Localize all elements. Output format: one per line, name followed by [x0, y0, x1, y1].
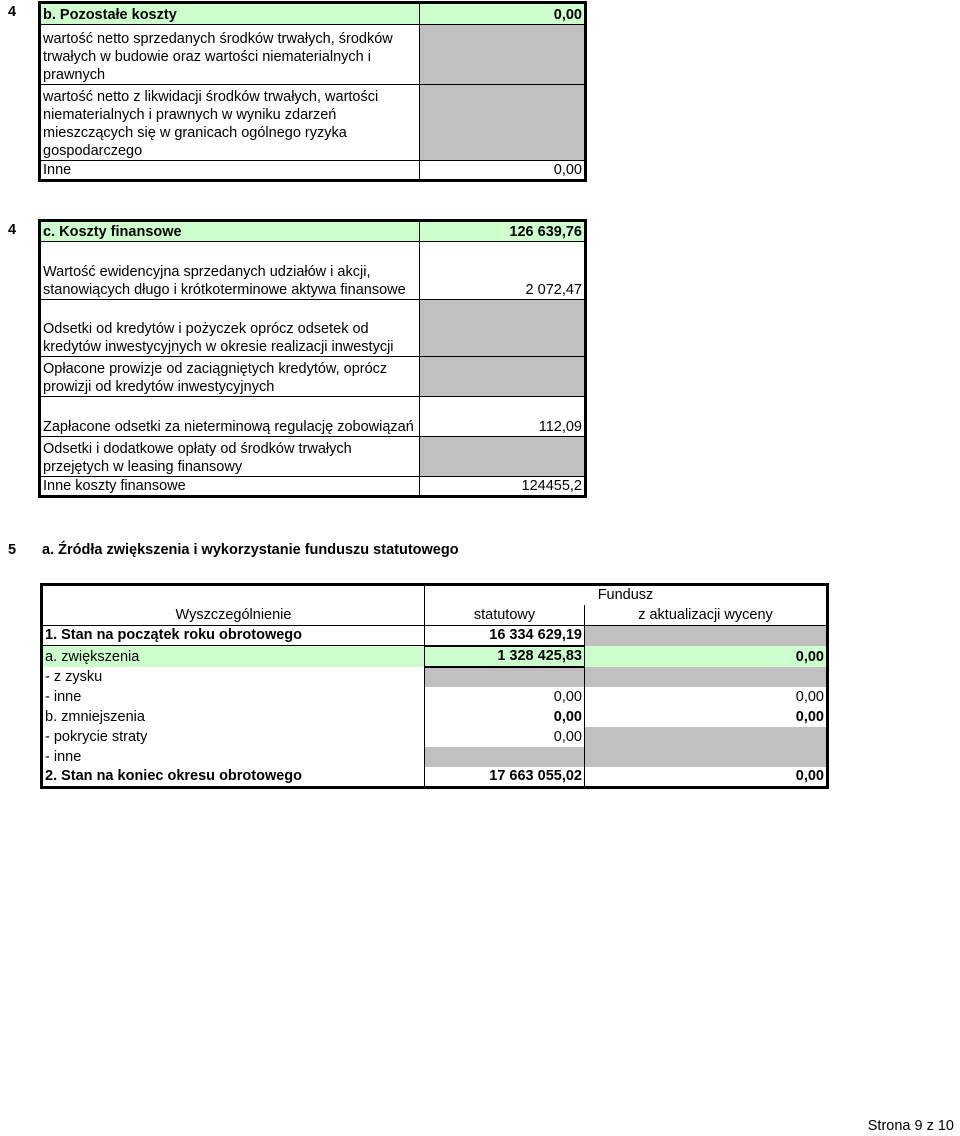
other-costs-title: b. Pozostałe koszty	[40, 3, 420, 25]
financial-costs-row-value: 124455,2	[420, 477, 586, 497]
statutory-fund-title: a. Źródła zwiększenia i wykorzystanie funduszu statutowego	[42, 542, 459, 558]
fund-row-revaluation	[585, 667, 828, 687]
financial-costs-title: c. Koszty finansowe	[40, 221, 420, 242]
fund-row-label: - pokrycie straty	[42, 727, 425, 747]
page-number: Strona 9 z 10	[867, 1118, 954, 1134]
statutory-column-header: statutowy	[425, 605, 585, 625]
other-costs-total: 0,00	[420, 3, 586, 25]
fund-row-statutory: 16 334 629,19	[425, 625, 585, 646]
financial-costs-row-label: Odsetki i dodatkowe opłaty od środków trwałych przejętych w leasing finansowy	[40, 437, 420, 477]
fund-row-statutory	[425, 667, 585, 687]
fund-row-revaluation	[585, 747, 828, 767]
fund-row-revaluation	[585, 727, 828, 747]
financial-costs-row-value	[420, 357, 586, 397]
section-number: 4	[8, 222, 17, 238]
section-number: 4	[8, 4, 17, 20]
fund-row-statutory: 0,00	[425, 687, 585, 707]
financial-costs-row-label: Inne koszty finansowe	[40, 477, 420, 497]
other-costs-row-value: 0,00	[420, 161, 586, 181]
fund-row-revaluation	[585, 625, 828, 646]
financial-costs-row-value: 112,09	[420, 397, 586, 437]
fund-row-label: b. zmniejszenia	[42, 707, 425, 727]
other-costs-row-label: wartość netto sprzedanych środków trwałych, środków trwałych w budowie oraz wartości niematerialnych i prawnych	[40, 25, 420, 85]
fund-group-header: Fundusz	[597, 587, 654, 603]
other-costs-row-label: Inne	[40, 161, 420, 181]
financial-costs-row-value	[420, 300, 586, 357]
fund-row-label: - inne	[42, 747, 425, 767]
financial-costs-row-label: Zapłacone odsetki za nieterminową regulację zobowiązań	[40, 397, 420, 437]
other-costs-row-value	[420, 85, 586, 161]
fund-row-statutory: 0,00	[425, 727, 585, 747]
financial-costs-row-label: Wartość ewidencyjna sprzedanych udziałów i akcji, stanowiących długo i krótkoterminowe aktywa finansowe	[40, 242, 420, 300]
fund-row-statutory: 17 663 055,02	[425, 767, 585, 788]
fund-row-label: - z zysku	[42, 667, 425, 687]
statutory-fund-table	[40, 583, 829, 789]
other-costs-table	[38, 1, 587, 182]
section-number: 5	[8, 542, 17, 558]
label-column-header: Wyszczególnienie	[42, 605, 425, 625]
fund-row-revaluation: 0,00	[795, 648, 824, 665]
fund-row-revaluation: 0,00	[795, 708, 824, 725]
fund-row-statutory: 0,00	[425, 707, 585, 727]
revaluation-column-header: z aktualizacji wyceny	[585, 605, 828, 625]
other-costs-row-value	[420, 25, 586, 85]
financial-costs-row-label: Opłacone prowizje od zaciągniętych kredytów, oprócz prowizji od kredytów inwestycyjnych	[40, 357, 420, 397]
fund-row-label: a. zwiększenia	[42, 646, 425, 667]
fund-row-revaluation: 0,00	[795, 767, 824, 784]
other-costs-row-label: wartość netto z likwidacji środków trwałych, wartości niematerialnych i prawnych w wyniku zdarzeń mieszczących się w granicach ogólnego ryzyka gospodarczego	[40, 85, 420, 161]
fund-row-revaluation: 0,00	[795, 688, 824, 705]
fund-row-label: - inne	[42, 687, 425, 707]
fund-row-statutory	[425, 747, 585, 767]
fund-row-label: 2. Stan na koniec okresu obrotowego	[42, 767, 425, 788]
financial-costs-total: 126 639,76	[420, 221, 586, 242]
financial-costs-row-label: Odsetki od kredytów i pożyczek oprócz odsetek od kredytów inwestycyjnych w okresie realizacji inwestycji	[40, 300, 420, 357]
financial-costs-row-value: 2 072,47	[420, 242, 586, 300]
fund-row-label: 1. Stan na początek roku obrotowego	[42, 625, 425, 646]
financial-costs-table	[38, 219, 587, 498]
fund-row-statutory: 1 328 425,83	[425, 646, 585, 667]
financial-costs-row-value	[420, 437, 586, 477]
